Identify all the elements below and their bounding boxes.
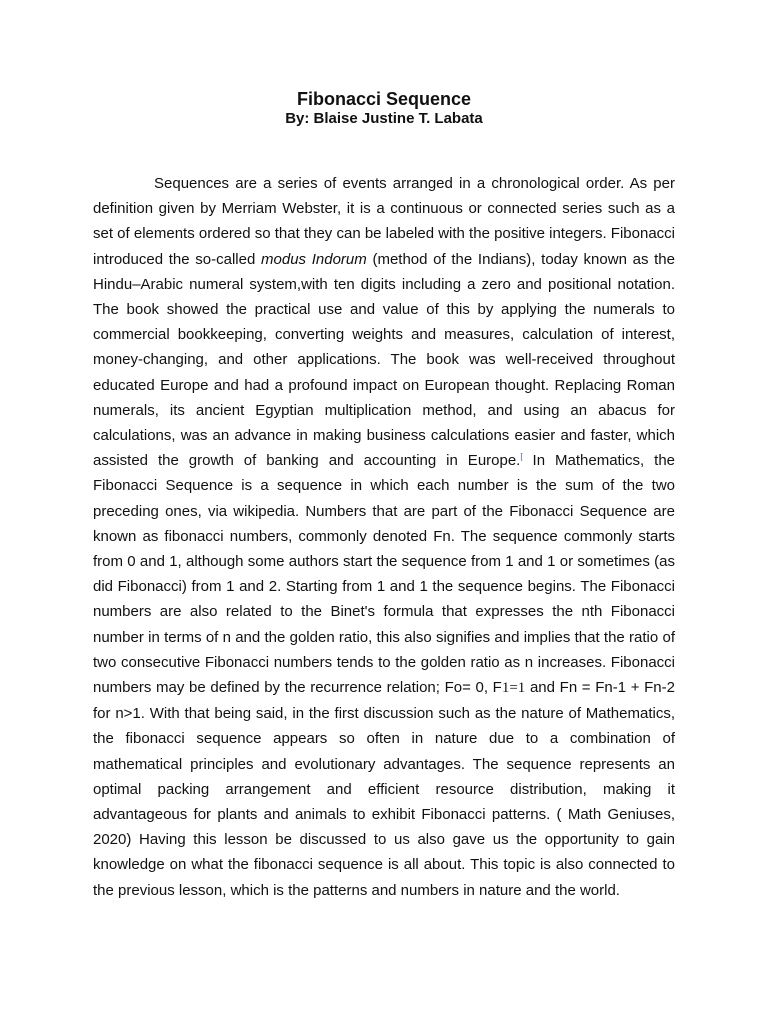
document-author: By: Blaise Justine T. Labata xyxy=(285,110,483,127)
body-text-part-2: (method of the Indians), today known as the Hindu–Arabic numeral system,with ten digits including a zero and positional notation. The book showed the practical use and value of this by applying the numerals to commercial bookkeeping, converting weights and measures, calculation of interest, money-changing, and other applications. The book was well-received throughout educated Europe and had a profound impact on European thought. Replacing Roman numerals, its ancient Egyptian multiplication method, and using an abacus for calculations, was an advance in making business calculations easier and faster, which assisted the growth of banking and accounting in Europe. xyxy=(93,250,675,470)
italic-term: modus Indorum xyxy=(261,250,367,268)
body-text-part-3: In Mathematics, the Fibonacci Sequence is a sequence in which each number is the sum of the two preceding ones, via wikipedia. Numbers that are part of the Fibonacci Sequence are known as fibonacci numbers, commonly denoted Fn. The sequence commonly starts from 0 and 1, although some authors start the sequence from 1 and 1 or sometimes (as did Fibonacci) from 1 and 2. Starting from 1 and 1 the sequence begins. The Fibonacci numbers are also related to the Binet's formula that expresses the nth Fibonacci number in terms of n and the golden ratio, this also signifies and implies that the ratio of two consecutive Fibonacci numbers tends to the golden ratio as n increases. Fibonacci numbers may be defined by the recurrence relation; Fo= 0, F xyxy=(93,452,676,697)
body-text-part-1: Sequences are a series of events arranged in a chronological order. As per definition given by Merriam Webster, it is a continuous or connected series such as a set of elements ordered so that they can be labeled with the positive integers. Fibonacci introduced the so-called xyxy=(93,175,676,268)
document-title: Fibonacci Sequence xyxy=(296,89,472,109)
formula-part: 1=1 xyxy=(501,680,526,697)
body-paragraph xyxy=(93,171,675,903)
body-text-part-4: and Fn = Fn-1 + Fn-2 for n>1. With that being said, in the first discussion such as the nature of Mathematics, the fibonacci sequence appears so often in nature due to a combination of mathematical principles and evolutionary advantages. The sequence represents an optimal packing arrangement and efficient resource distribution, making it advantageous for plants and animals to exhibit Fibonacci patterns. ( Math Geniuses, 2020) Having this lesson be discussed to us also gave us the opportunity to gain knowledge on what the fibonacci sequence is all about. This topic is also connected to the previous lesson, which is the patterns and numbers in nature and the world. xyxy=(93,679,675,899)
footnote-marker[interactable]: [ xyxy=(520,452,523,462)
